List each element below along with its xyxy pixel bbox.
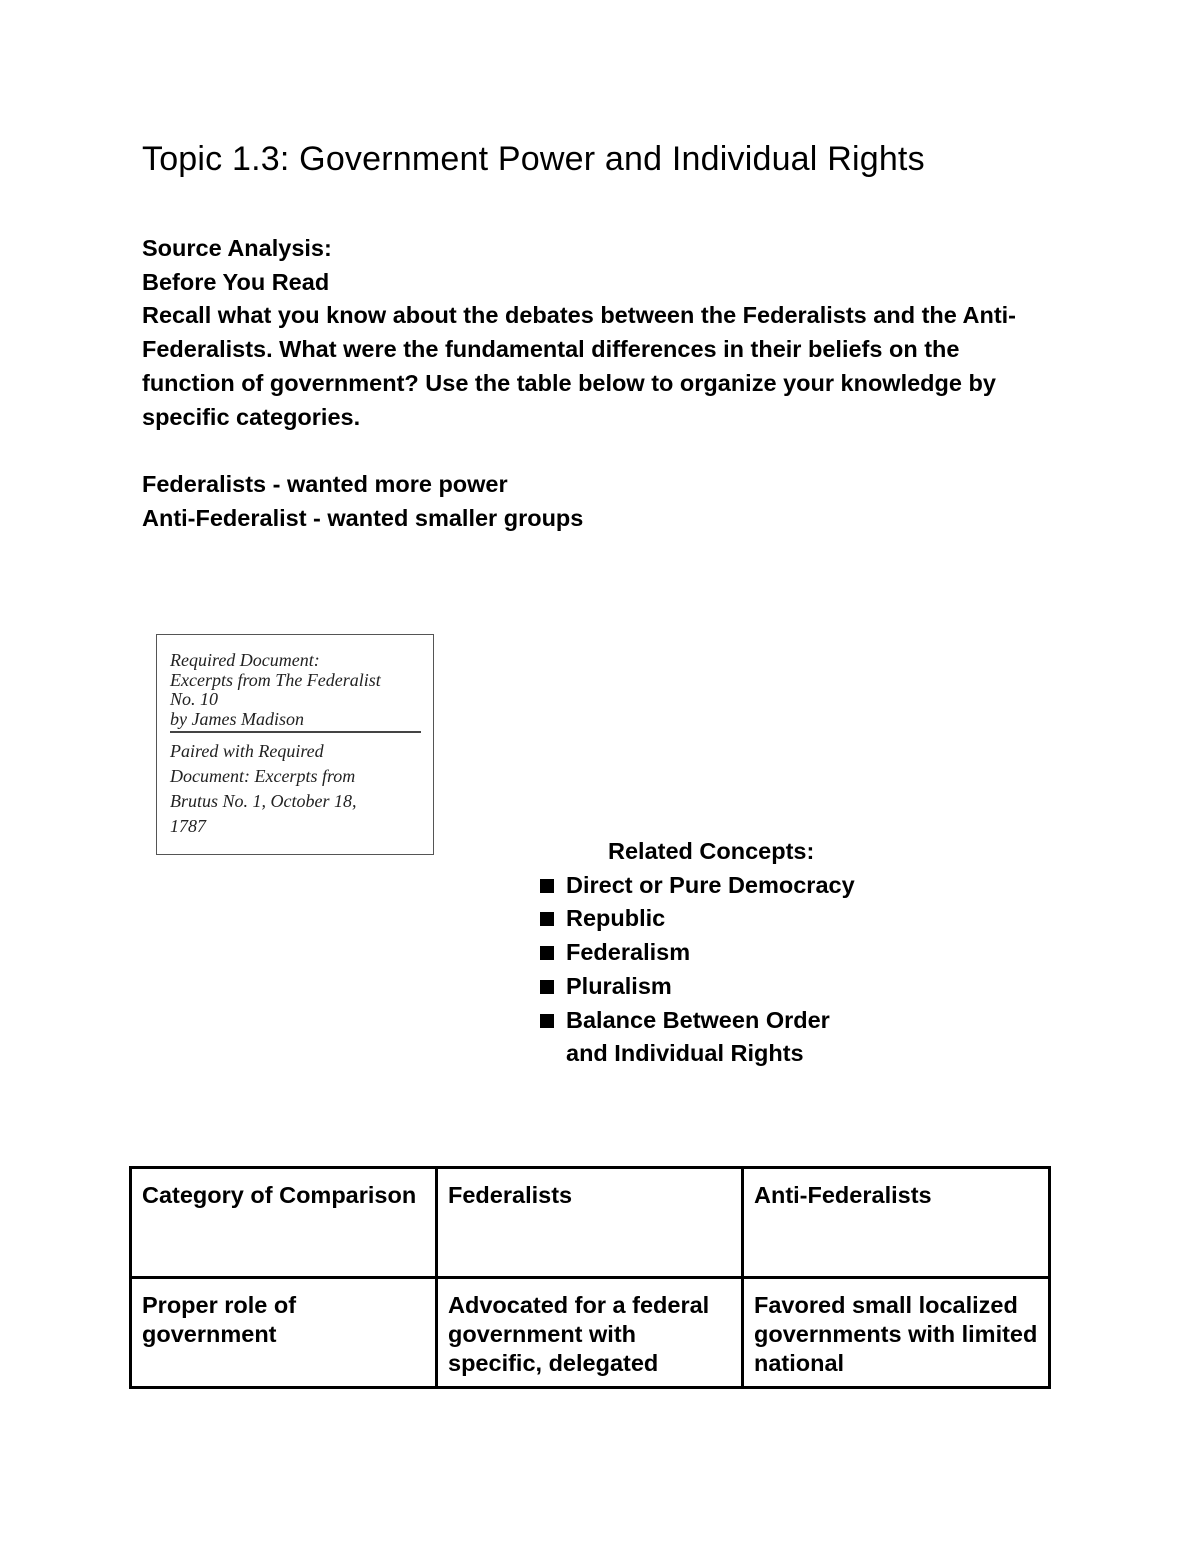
related-concepts [538, 835, 958, 1071]
list-item [538, 902, 958, 936]
paired-document-line: 1787 [170, 816, 206, 836]
table-cell: Proper role of government [131, 1278, 437, 1388]
table-header-cell: Federalists [437, 1168, 743, 1278]
list-item-label: Federalism [566, 939, 691, 966]
square-bullet-icon [540, 946, 554, 960]
square-bullet-icon [540, 912, 554, 926]
paired-document-line: Document: Excerpts from [170, 766, 356, 786]
required-document-heading [170, 651, 421, 733]
list-item [538, 869, 958, 903]
list-item-label: Direct or Pure Democracy [566, 871, 855, 898]
paired-document-text [170, 739, 421, 839]
list-item [538, 970, 958, 1004]
list-item-label: Republic [566, 905, 666, 932]
required-document-line: Excerpts from The Federalist [170, 669, 381, 690]
table-header-cell: Anti-Federalists [743, 1168, 1050, 1278]
required-document-line: by James Madison [170, 708, 304, 729]
table-row [131, 1278, 1050, 1388]
note-anti-federalists: Anti-Federalist - wanted smaller groups [142, 504, 584, 531]
list-item-label: Pluralism [566, 972, 672, 999]
intro-section [142, 232, 1042, 535]
spacer [142, 434, 1042, 468]
required-document-line: No. 10 [170, 689, 219, 709]
list-item-label: Balance Between Order and Individual Rights [566, 1006, 830, 1067]
intro-prompt: Recall what you know about the debates between the Federalists and the Anti-Federalists. What were the fundamental differences in their beliefs on the function of government? Use the table below to organize your knowledge by specific categories. [142, 302, 1016, 430]
page-title: Topic 1.3: Government Power and Individual Rights [142, 140, 925, 178]
square-bullet-icon [540, 879, 554, 893]
comparison-table [129, 1166, 1051, 1389]
paired-document-line: Brutus No. 1, October 18, [170, 791, 357, 811]
source-analysis-heading: Source Analysis: [142, 235, 332, 261]
table-header-row [131, 1168, 1050, 1278]
related-concepts-title: Related Concepts: [608, 838, 815, 864]
table-cell: Advocated for a federal government with specific, delegated [437, 1278, 743, 1388]
before-you-read-heading: Before You Read [142, 268, 330, 295]
square-bullet-icon [540, 980, 554, 994]
table-cell: Favored small localized governments with limited national [743, 1278, 1050, 1388]
related-concepts-list [538, 869, 958, 1071]
required-document-box [156, 634, 434, 855]
square-bullet-icon [540, 1014, 554, 1028]
table-header-cell: Category of Comparison [131, 1168, 437, 1278]
list-item [538, 1004, 866, 1071]
note-federalists: Federalists - wanted more power [142, 470, 508, 497]
paired-document-line: Paired with Required [170, 741, 324, 761]
required-document-line: Required Document: [170, 650, 320, 670]
list-item [538, 936, 958, 970]
